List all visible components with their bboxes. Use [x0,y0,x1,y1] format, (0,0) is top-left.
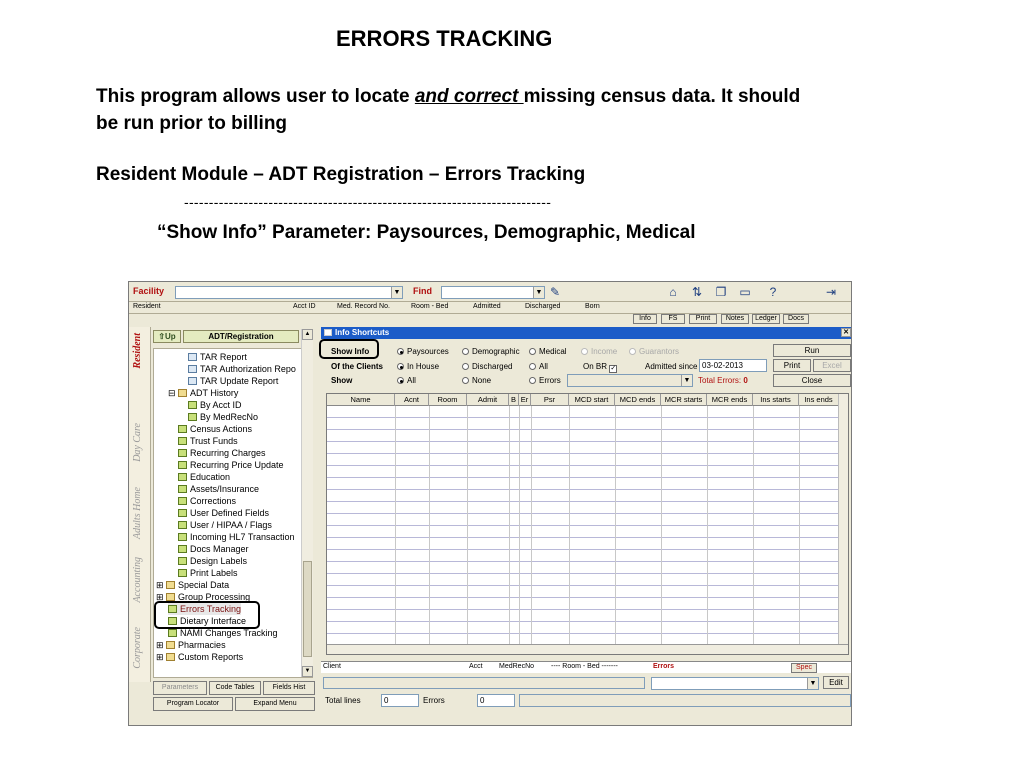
adt-registration-button[interactable]: ADT/Registration [183,330,299,343]
tab-adults-home[interactable]: Adults Home [132,487,143,539]
folder-icon [166,653,175,661]
ledger-button[interactable]: Ledger [752,314,780,324]
computer-icon [178,557,187,565]
expand-menu-button[interactable]: Expand Menu [235,697,315,711]
grid-rows [327,406,848,646]
tree-header [153,329,315,345]
grid-horizontal-scrollbar[interactable] [327,644,848,654]
status-field [519,694,851,707]
find-select[interactable] [441,286,545,299]
demographic-radio[interactable]: Demographic [462,347,520,356]
grid-header [327,394,848,406]
col-resident: Resident [133,303,161,310]
facility-select[interactable] [175,286,403,299]
grid-col-name[interactable]: Name [327,394,395,406]
grid-col-ins-ends[interactable]: Ins ends [799,394,839,406]
detail-client: Client [323,663,341,670]
show-info-label: Show Info [331,347,370,356]
tree-item[interactable]: By Acct ID [188,399,242,411]
computer-icon [178,485,187,493]
computer-icon [178,569,187,577]
tree-item[interactable]: TAR Update Report [188,375,278,387]
detail-medrecno: MedRecNo [499,663,535,670]
grid-col-acnt[interactable]: Acnt [395,394,429,406]
fields-hist-button[interactable]: Fields Hist [263,681,315,695]
chevron-down-icon: ▼ [807,678,818,689]
computer-icon [178,473,187,481]
col-room-bed: Room - Bed [411,303,449,310]
grid-col-ins-starts[interactable]: Ins starts [753,394,799,406]
folder-icon [166,581,175,589]
detail-room-bed: ---- Room - Bed ------- [551,663,618,670]
notes-button[interactable]: Notes [721,314,749,324]
computer-icon [178,533,187,541]
tree-item[interactable]: Dietary Interface [168,615,246,627]
scroll-up-icon[interactable]: ▲ [302,329,313,340]
computer-icon [178,437,187,445]
close-button[interactable]: Close [773,374,851,387]
tree-item[interactable]: Assets/Insurance [178,483,259,495]
facility-label: Facility [133,286,165,296]
module-tabs [129,327,151,682]
slide-description [96,83,816,137]
tree-item[interactable]: By MedRecNo [188,411,258,423]
docs-button[interactable]: Docs [783,314,809,324]
col-discharged: Discharged [525,303,561,310]
income-radio[interactable]: Income [581,347,617,356]
parameters-button[interactable]: Parameters [153,681,207,695]
col-admitted: Admitted [473,303,501,310]
errors-tracking-highlight [154,601,260,629]
total-lines-value: 0 [381,694,419,707]
computer-icon [178,497,187,505]
col-born: Born [585,303,600,310]
tree-scrollbar[interactable] [301,329,313,677]
spec-button[interactable]: Spec [791,663,817,673]
detail-acct: Acct [469,663,483,670]
in-house-radio[interactable]: In House [397,362,439,371]
total-lines-label: Total lines [325,696,361,705]
copy-icon[interactable]: ❐ [715,285,727,299]
scroll-down-icon[interactable]: ▼ [302,666,313,677]
computer-icon [178,425,187,433]
tree-item[interactable]: ⊞ Group Processing [156,592,251,602]
computer-icon [178,449,187,457]
tree-item[interactable]: User / HIPAA / Flags [178,519,272,531]
tree-item[interactable]: TAR Report [188,351,247,363]
computer-icon [178,461,187,469]
tree-item[interactable]: ⊟ ADT History [168,388,239,398]
run-button[interactable]: Run [773,344,851,357]
fs-button[interactable]: FS [661,314,685,324]
grid-vertical-scrollbar[interactable] [838,394,848,646]
app-window [128,281,852,726]
on-br-checkbox[interactable]: On BR ✓ [583,362,617,372]
grid-col-mcd-ends[interactable]: MCD ends [615,394,661,406]
find-flashlight-icon[interactable]: ✎ [549,285,561,299]
scroll-thumb[interactable] [303,561,312,657]
tab-accounting[interactable]: Accounting [132,557,143,603]
chevron-down-icon: ▼ [681,375,692,386]
window-icon [324,329,332,336]
print-button[interactable]: Print [773,359,811,372]
grid-col-mcr-starts[interactable]: MCR starts [661,394,707,406]
errors-detail-select[interactable] [651,677,819,690]
expand-icon[interactable]: ⊞ [156,640,167,650]
exit-icon[interactable]: ⇥ [825,285,837,299]
tree-item[interactable]: Trust Funds [178,435,238,447]
info-shortcuts-panel [321,327,852,726]
detail-header [321,661,852,673]
tab-resident[interactable]: Resident [132,333,143,369]
tree-item[interactable]: Incoming HL7 Transaction [178,531,295,543]
edit-button[interactable]: Edit [823,676,849,689]
tree-item[interactable]: Education [178,471,230,483]
all-clients-radio[interactable]: All [529,362,548,371]
tree-item[interactable]: ⊞ Custom Reports [156,652,244,662]
admitted-since-label: Admitted since [645,362,698,371]
sort-icon[interactable]: ⇅ [691,285,703,299]
total-errors: Total Errors: 0 [698,376,748,385]
tree-item[interactable]: Census Actions [178,423,252,435]
resident-buttons [129,314,851,327]
home-icon[interactable]: ⌂ [669,285,677,299]
code-tables-button[interactable]: Code Tables [209,681,261,695]
folder-icon [166,593,175,601]
tree-item[interactable]: Print Labels [178,567,238,579]
show-info-caption: “Show Info” Parameter: Paysources, Demographic, Medical [157,222,696,243]
of-the-clients-label: Of the Clients [331,362,384,371]
totals-row [321,693,852,709]
grid-col-psr[interactable]: Psr [531,394,569,406]
col-med-record: Med. Record No. [337,303,390,310]
tree-item[interactable]: Corrections [178,495,236,507]
up-button[interactable] [153,330,181,343]
computer-icon [168,629,177,637]
computer-icon [188,401,197,409]
document-icon [188,365,197,373]
desc-part-a: This program allows user to locate [96,86,415,107]
expand-icon[interactable]: ⊞ [156,652,167,662]
computer-icon [178,521,187,529]
arrow-up-icon: ⇧ [158,332,166,341]
document-icon [188,353,197,361]
slide-title: ERRORS TRACKING [336,26,553,51]
dashed-divider: -------------------------------------------------------------------------- [184,194,552,210]
guarantors-radio[interactable]: Guarantors [629,347,679,356]
show-all-radio[interactable]: All [397,376,416,385]
errors-count-label: Errors [423,696,445,705]
resident-header [129,302,851,314]
grid-col-mcd-start[interactable]: MCD start [569,394,615,406]
computer-icon [178,545,187,553]
desc-part-b: missing census data. It should be run prior to billing [96,86,801,134]
tree-item[interactable]: NAMI Changes Tracking [168,627,278,639]
toolbar [129,282,851,302]
tree-item[interactable]: Design Labels [178,555,247,567]
tree-item-errors-tracking[interactable]: Errors Tracking [168,603,241,615]
grid-col-er[interactable]: Er [519,394,531,406]
errors-count-value: 0 [477,694,515,707]
expand-icon[interactable]: ⊞ [156,580,167,590]
tab-day-care[interactable]: Day Care [132,423,143,462]
grid-col-mcr-ends[interactable]: MCR ends [707,394,753,406]
admitted-since-input[interactable]: 03-02-2013 [699,359,767,372]
show-label: Show [331,376,353,385]
excel-button[interactable]: Excel [813,359,851,372]
show-info-highlight [319,339,379,359]
program-locator-button[interactable]: Program Locator [153,697,233,711]
grid-col-admit[interactable]: Admit [467,394,509,406]
medical-radio[interactable]: Medical [529,347,567,356]
discharged-radio[interactable]: Discharged [462,362,512,371]
window-icon[interactable]: ▭ [739,285,751,299]
tree-item[interactable]: ⊞ Pharmacies [156,640,226,650]
panel-title: Info Shortcuts [335,328,390,337]
info-button[interactable]: Info [633,314,657,324]
detail-row [321,675,852,691]
find-label: Find [413,286,432,296]
col-acct-id: Acct ID [293,303,316,310]
close-icon[interactable]: ✕ [841,328,851,337]
document-icon [188,377,197,385]
computer-icon [188,413,197,421]
folder-icon [166,641,175,649]
expand-icon[interactable]: ⊞ [156,592,167,602]
paysources-radio[interactable]: Paysources [397,347,449,356]
detail-errors: Errors [653,663,675,670]
tab-corporate[interactable]: Corporate [132,627,143,669]
module-path: Resident Module – ADT Registration – Errors Tracking [96,164,586,185]
show-errors-radio[interactable]: Errors [529,376,561,385]
help-icon[interactable]: ? [769,285,777,299]
errors-grid[interactable] [326,393,849,655]
tree-item[interactable]: TAR Authorization Repo [188,363,296,375]
panel-titlebar [321,327,852,339]
tree-item[interactable]: Recurring Charges [178,447,266,459]
grid-col-room[interactable]: Room [429,394,467,406]
tree-item[interactable]: ⊞ Special Data [156,580,230,590]
tree-item[interactable]: Docs Manager [178,543,249,555]
print-button[interactable]: Print [689,314,717,324]
errors-select[interactable] [567,374,693,387]
desc-emphasis: and correct [414,86,524,107]
chevron-down-icon: ▼ [533,287,544,298]
detail-field [323,677,645,689]
grid-col-b[interactable]: B [509,394,519,406]
computer-icon [178,509,187,517]
up-label: Up [165,332,176,341]
tree-item[interactable]: Recurring Price Update [178,459,284,471]
show-none-radio[interactable]: None [462,376,491,385]
tree-item[interactable]: User Defined Fields [178,507,269,519]
chevron-down-icon: ▼ [391,287,402,298]
folder-icon [178,389,187,397]
collapse-icon[interactable]: ⊟ [168,388,179,398]
